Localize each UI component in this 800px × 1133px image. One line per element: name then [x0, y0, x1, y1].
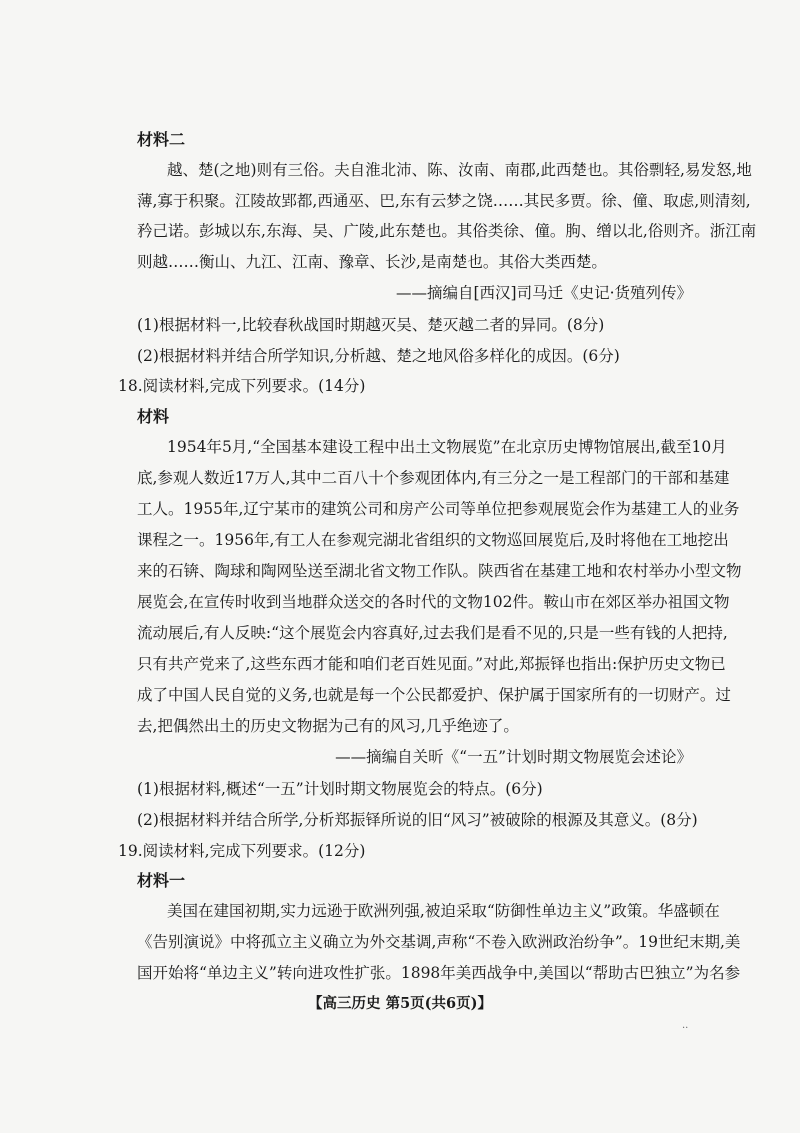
q18-prompt: 18.阅读材料,完成下列要求。(14分)	[118, 377, 366, 395]
material2-line: 则越……衡山、九江、江南、豫章、长沙,是南楚也。其俗大类西楚。	[137, 253, 607, 271]
q18-subquestion-2: (2)根据材料并结合所学,分析郑振铎所说的旧“风习”被破除的根源及其意义。(8分)	[137, 811, 698, 829]
material2-heading: 材料二	[137, 130, 186, 149]
q17-subquestion-2: (2)根据材料并结合所学知识,分析越、楚之地风俗多样化的成因。(6分)	[137, 347, 620, 365]
q19-material-line: 《告别演说》中将孤立主义确立为外交基调,声称“不卷入欧洲政治纷争”。19世纪末期,美	[137, 933, 741, 951]
q19-material-line: 美国在建国初期,实力远逊于欧洲列强,被迫采取“防御性单边主义”政策。华盛顿在	[167, 902, 720, 920]
q18-material-line: 底,参观人数近17万人,其中二百八十个参观团体内,有三分之一是工程部门的干部和基建	[137, 469, 730, 487]
q17-subquestion-1: (1)根据材料一,比较春秋战国时期越灭吴、楚灭越二者的异同。(8分)	[137, 316, 605, 334]
q18-material-line: 展览会,在宣传时收到当地群众送交的各时代的文物102件。鞍山市在郊区举办祖国文物	[137, 593, 730, 611]
q18-material-line: 1954年5月,“全国基本建设工程中出土文物展览”在北京历史博物馆展出,截至10月	[167, 438, 727, 456]
q18-material-line: 来的石锛、陶球和陶网坠送至湖北省文物工作队。陕西省在基建工地和农村举办小型文物	[137, 562, 742, 580]
q18-material-line: 工人。1955年,辽宁某市的建筑公司和房产公司等单位把参观展览会作为基建工人的业务	[137, 500, 740, 518]
q18-material-heading: 材料	[137, 407, 170, 426]
material2-source: ——摘编自[西汉]司马迁《史记·货殖列传》	[395, 284, 692, 302]
material2-line: 薄,寡于积聚。江陵故郢都,西通巫、巴,东有云梦之饶……其民多贾。徐、僮、取虑,则清刻,	[137, 192, 751, 210]
q18-material-line: 成了中国人民自觉的义务,也就是每一个公民都爱护、保护属于国家所有的一切财产。过	[137, 686, 731, 704]
q19-material-line: 国开始将“单边主义”转向进攻性扩张。1898年美西战争中,美国以“帮助古巴独立”为名参	[137, 964, 741, 982]
q19-prompt: 19.阅读材料,完成下列要求。(12分)	[118, 842, 366, 860]
material2-line: 越、楚(之地)则有三俗。夫自淮北沛、陈、汝南、南郡,此西楚也。其俗剽轻,易发怒,地	[167, 161, 752, 179]
material2-line: 矜己诺。彭城以东,东海、吴、广陵,此东楚也。其俗类徐、僮。朐、缯以北,俗则齐。浙江南	[137, 222, 757, 240]
q18-material-line: 课程之一。1956年,有工人在参观完湖北省组织的文物巡回展览后,及时将他在工地挖出	[137, 531, 729, 549]
q18-material-line: 流动展后,有人反映:“这个展览会内容真好,过去我们是看不见的,只是一些有钱的人把持,	[137, 624, 728, 642]
page-footer: 【高三历史 第5页(共6页)】	[308, 995, 492, 1012]
q18-source: ——摘编自关昕《“一五”计划时期文物展览会述论》	[335, 748, 692, 766]
q18-material-line: 去,把偶然出土的历史文物据为己有的风习,几乎绝迹了。	[137, 717, 519, 735]
q18-material-line: 只有共产党来了,这些东西才能和咱们老百姓见面。”对此,郑振铎也指出:保护历史文物已	[137, 655, 726, 673]
q19-material-heading: 材料一	[137, 871, 186, 890]
corner-mark: ..	[682, 1020, 689, 1031]
q18-subquestion-1: (1)根据材料,概述“一五”计划时期文物展览会的特点。(6分)	[137, 780, 543, 798]
